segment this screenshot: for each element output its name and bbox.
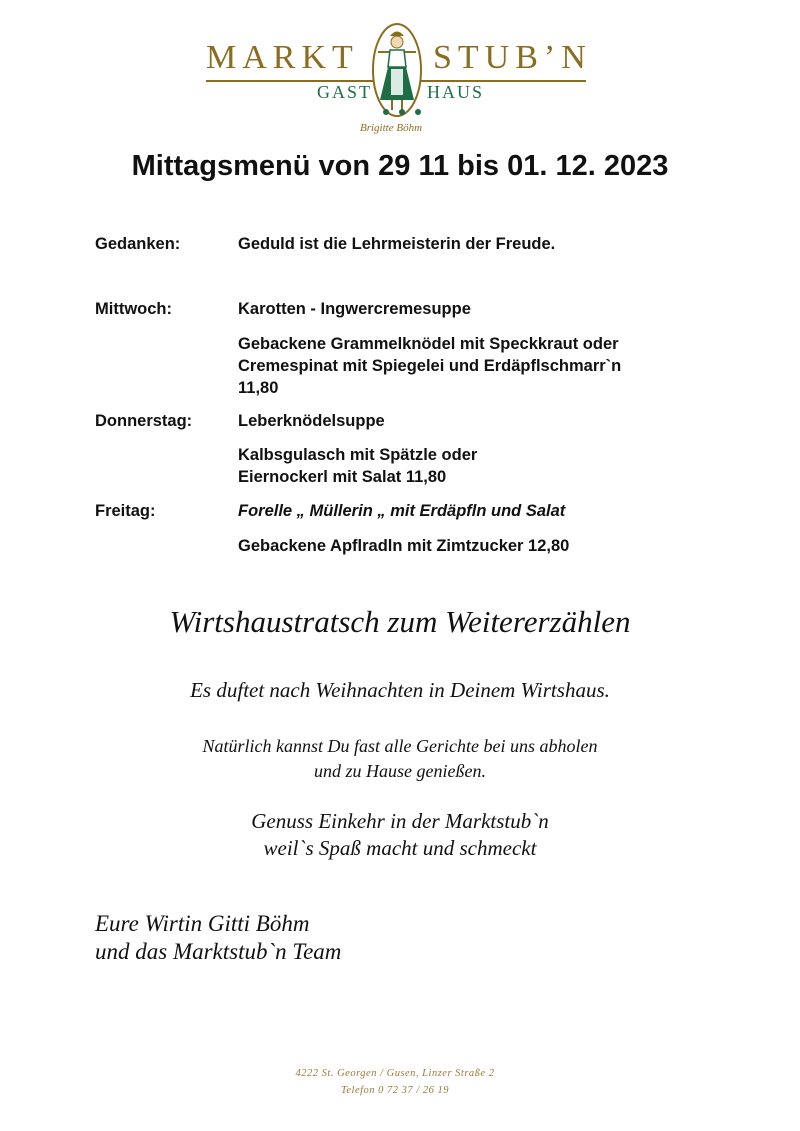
mittwoch-main-line: Cremespinat mit Spiegelei und Erdäpflschmarr`n <box>238 357 622 375</box>
news-line-2b: und zu Hause genießen. <box>314 761 486 781</box>
freitag-main-line: Gebackene Apflradln mit Zimtzucker 12,80 <box>238 537 570 555</box>
footer-phone: Telefon 0 72 37 / 26 19 <box>341 1085 449 1096</box>
label-freitag: Freitag: <box>95 502 156 520</box>
waitress-emblem-icon <box>370 22 424 122</box>
thought-text: Geduld ist die Lehrmeisterin der Freude. <box>238 235 556 253</box>
label-gedanken: Gedanken: <box>95 235 181 253</box>
donnerstag-main-line: Kalbsgulasch mit Spätzle oder <box>238 446 478 464</box>
mittwoch-soup: Karotten - Ingwercremesuppe <box>238 300 471 318</box>
donnerstag-main-line: Eiernockerl mit Salat 11,80 <box>238 468 447 486</box>
mittwoch-main <box>238 333 621 399</box>
logo <box>190 22 610 137</box>
logo-dots-icon <box>382 108 422 116</box>
news-line-2 <box>0 734 800 784</box>
footer-address: 4222 St. Georgen / Gusen, Linzer Straße 2 <box>295 1068 495 1079</box>
logo-word-stubn: STUB’N <box>433 39 592 76</box>
mittwoch-main-line: Gebackene Grammelknödel mit Speckkraut oder <box>238 335 619 353</box>
news-line-2a: Natürlich kannst Du fast alle Gerichte bei uns abholen <box>202 736 598 756</box>
label-donnerstag: Donnerstag: <box>95 412 193 430</box>
signature <box>95 910 341 966</box>
logo-word-haus: HAUS <box>427 82 485 102</box>
signature-line-1: Eure Wirtin Gitti Böhm <box>95 911 310 936</box>
freitag-soup: Forelle „ Müllerin „ mit Erdäpfln und Salat <box>238 502 566 520</box>
donnerstag-soup: Leberknödelsuppe <box>238 412 385 430</box>
freitag-main <box>238 535 569 557</box>
news-line-3 <box>0 808 800 862</box>
logo-owner: Brigitte Böhm <box>360 122 423 134</box>
news-line-3b: weil`s Spaß macht und schmeckt <box>263 836 537 860</box>
logo-word-markt: MARKT <box>206 39 359 76</box>
label-mittwoch: Mittwoch: <box>95 300 172 318</box>
news-line-1: Es duftet nach Weihnachten in Deinem Wirtshaus. <box>190 678 610 702</box>
donnerstag-main <box>238 444 477 488</box>
mittwoch-price: 11,80 <box>238 379 279 397</box>
news-line-3a: Genuss Einkehr in der Marktstub`n <box>251 809 549 833</box>
signature-line-2: und das Marktstub`n Team <box>95 939 342 964</box>
page-title: Mittagsmenü von 29 11 bis 01. 12. 2023 <box>131 150 669 182</box>
news-heading: Wirtshaustratsch zum Weitererzählen <box>169 604 631 639</box>
logo-word-gast: GAST <box>317 82 373 102</box>
